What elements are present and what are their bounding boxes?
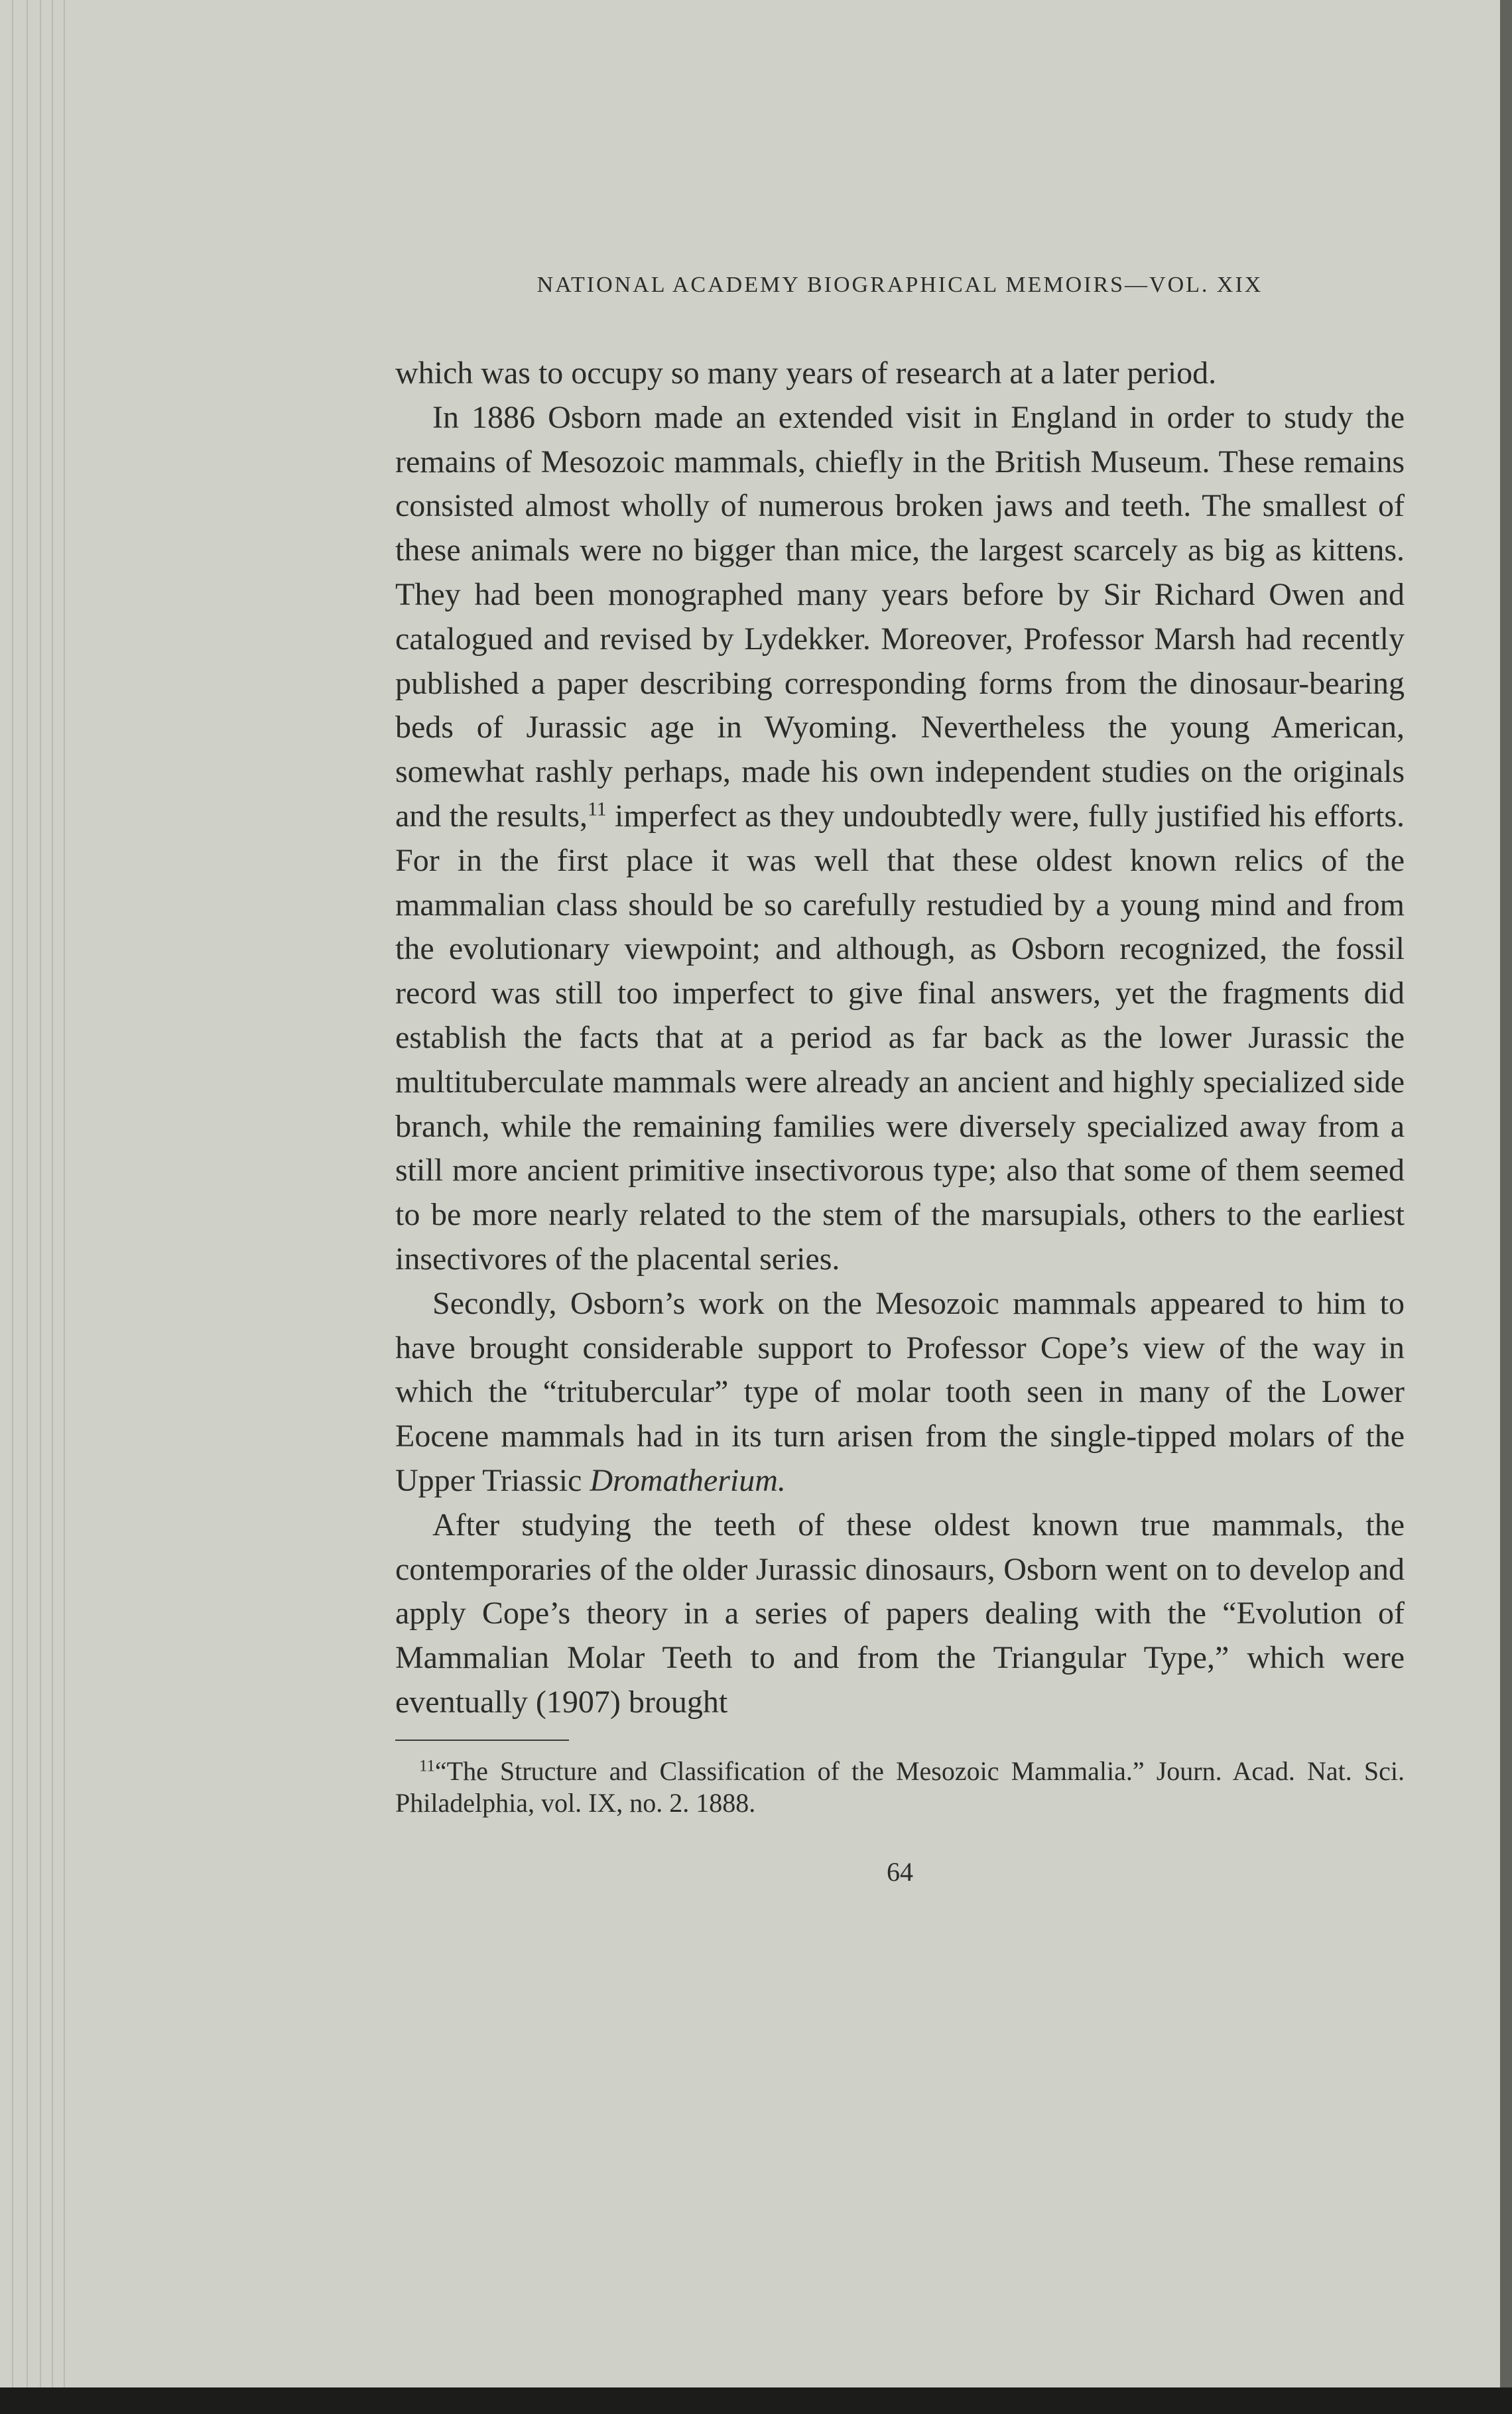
running-head: NATIONAL ACADEMY BIOGRAPHICAL MEMOIRS—VOL. XIX	[536, 273, 1263, 297]
paragraph-text: which was to occupy so many years of research at a later period.	[395, 355, 1217, 391]
footnote-text: “The Structure and Classification of the Mesozoic Mammalia.” Journ. Acad. Nat. Sci. Philadelphia, vol. IX, no. 2. 1888.	[395, 1755, 1405, 1818]
paragraph-text: Secondly, Osborn’s work on the Mesozoic mammals appeared to him to have brought considerable support to Professor Cope’s view of the way in which the “tritubercular” type of molar tooth seen in many of the Lower Eocene mammals had in its turn arisen from the single-tipped molars of the Upper Triassic	[395, 1285, 1405, 1498]
paragraph-continuation	[395, 351, 1405, 396]
scan-border-right	[1500, 0, 1512, 2414]
paragraph-after-studying	[395, 1503, 1405, 1725]
page-edge	[40, 0, 41, 2387]
page-content	[395, 265, 1405, 1892]
paragraph-text: imperfect as they undoubtedly were, fully justified his efforts. For in the first place it was well that these oldest known relics of the mammalian class should be so carefully restudied by a young mind and from the evolutionary viewpoint; and although, as Osborn recognized, the fossil record was still too imperfect to give final answers, yet the fragments did establish the facts that at a period as far back as the lower Jurassic the multituberculate mammals were already an ancient and highly specialized side branch, while the remaining families were diversely specialized away from a still more ancient primitive insectivorous type; also that some of them seemed to be more nearly related to the stem of the marsupials, others to the earliest insectivores of the placental series.	[395, 798, 1405, 1277]
page-edge	[27, 0, 28, 2387]
scan-border-bottom	[0, 2387, 1512, 2414]
paragraph-text: After studying the teeth of these oldest known true mammals, the contemporaries of the older Jurassic dinosaurs, Osborn went on to develop and apply Cope’s theory in a series of papers dealing with the “Evolution of Mammalian Molar Teeth to and from the Triangular Type,” which were eventually (1907) brought	[395, 1507, 1405, 1720]
page-edge	[52, 0, 53, 2387]
paragraph-text: In 1886 Osborn made an extended visit in England in order to study the remains of Mesozoic mammals, chiefly in the British Museum. These remains consisted almost wholly of numerous broken jaws and teeth. The smallest of these animals were no bigger than mice, the largest scarcely as big as kittens. They had been monographed many years before by Sir Richard Owen and catalogued and revised by Lydekker. Moreover, Professor Marsh had recently published a paper describing corresponding forms from the dinosaur-bearing beds of Jurassic age in Wyoming. Nevertheless the young American, somewhat rashly perhaps, made his own independent studies on the originals and the results,	[395, 399, 1405, 834]
page-edge	[12, 0, 13, 2387]
page-number: 64	[887, 1856, 913, 1887]
italic-genus-name: Dromatherium.	[590, 1462, 786, 1498]
footnote-marker: 11	[419, 1757, 435, 1775]
body-text	[395, 351, 1405, 1725]
footnote-reference: 11	[587, 798, 607, 820]
footnote	[395, 1755, 1405, 1819]
paragraph-osborn-visit	[395, 396, 1405, 1282]
page-edge	[64, 0, 65, 2387]
paragraph-secondly	[395, 1282, 1405, 1503]
footnote-divider	[395, 1740, 569, 1741]
